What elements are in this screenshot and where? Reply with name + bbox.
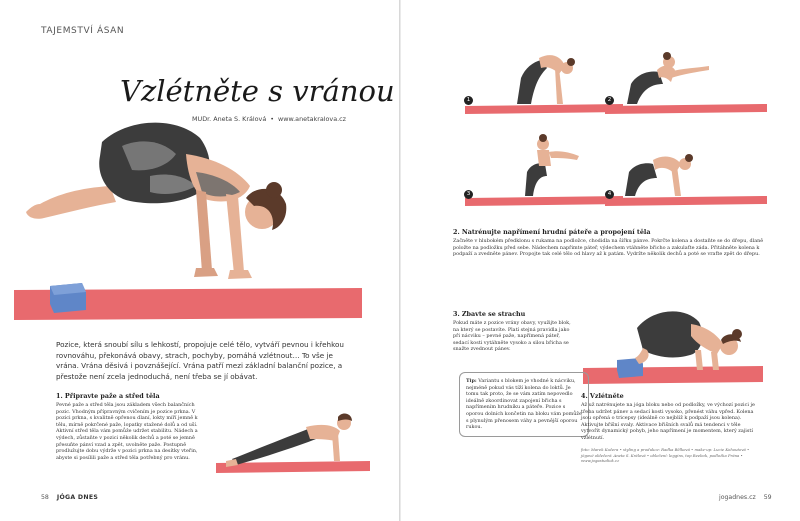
- step-2-heading: 2. Natrénujte napřímení hrudní páteře a propojení těla: [453, 228, 651, 236]
- page-number-left: 58: [41, 494, 49, 501]
- hero-crow-pose-photo: [0, 120, 368, 330]
- left-footer: [41, 494, 98, 501]
- step-2-text: Začněte v hlubokém předklonu s rukama na podložce, chodidla na šířku pánve. Pokrčte kolena a dostaňte se do dřepu, dlaně položte na podložku před sebe. Nádechem napřimte páteř, výdechem vtáhněte břicho a zakulaťte záda. Přitáhněte kolena k podpaží a zvedněte pánev. Propojte tak celé tělo od hlavy až k patám. Vydržte několik dechů a poté se vraťte zpět do dřepu.: [453, 238, 764, 258]
- author-name: MUDr. Aneta S. Králová: [192, 115, 267, 123]
- yoga-block: [50, 283, 86, 313]
- intro-paragraph: Pozice, která snoubí sílu s lehkostí, propojuje celé tělo, vytváří pevnou i křehkou rovnováhu, překonává obavy, strach, pochyby, pomáhá vzlétnout… To vše je vrána. Vrána děsivá i povznášející. Vrána patří mezi základní balanční pozice, a přestože není zcela jednoduchá, není třeba se jí obávat.: [56, 340, 344, 381]
- step-3: [453, 310, 571, 353]
- figure-number-1: 1: [464, 96, 473, 105]
- step-3-text: Pokud máte z pozice vrány obavy, využijte blok, na který se postavíte. Platí stejná pravidla jako při nácviku – pevné paže, napřímená páteř, sedací kosti vytáhněte vysoko a silou břicha se snažte zvednout pánev.: [453, 320, 571, 353]
- crow-on-block-photo: [577, 290, 767, 390]
- crow-pose-figure: [26, 123, 286, 279]
- yoga-mat: [605, 104, 767, 114]
- byline: [192, 115, 346, 123]
- magazine-brand: JÓGA DNES: [56, 494, 99, 501]
- step-2: [453, 228, 765, 258]
- figure-number-2: 2: [605, 96, 614, 105]
- step-3-heading: 3. Zbavte se strachu: [453, 310, 526, 318]
- plank-pose-photo: [212, 395, 372, 475]
- tip-box: [459, 372, 589, 437]
- page-number-right: 59: [763, 494, 772, 501]
- tip-label: Tip:: [466, 378, 477, 384]
- left-page: [0, 0, 399, 521]
- yoga-mat: [605, 196, 767, 206]
- article-title: Vzlétněte s vránou: [120, 74, 395, 108]
- author-website-link[interactable]: www.anetakralova.cz: [278, 115, 347, 123]
- photo-credits: foto: Marek Kučera • styling a produkce: Radka Bělková • make-up: Lucie Kohoutová • jógové oblečení: Aneta S. Králová • oblečení: leggins, top Reebok, podložka Prána • www.jogastudiok.cz: [581, 447, 750, 464]
- figure-number-4: 4: [605, 190, 614, 199]
- step-4-heading: 4. Vzlétněte: [581, 392, 624, 400]
- tip-content: [466, 378, 582, 431]
- step-4-text: Až už natrénujete na jóga bloku nebo od podložky, ve výchozí pozici je třeba udržet pánev a sedací kosti vysoko, přenést váhu vpřed. Kolena jsou opřená o tricepsy (ideálně co nejblíž k podpaží jsou kolena). Aktivujte břišní svaly. Aktivace břišních svalů má tendenci v těle vytvořit dynamický pohyb, jeho napřímení je momentem, který zajistí vzlétnutí.: [581, 402, 755, 441]
- step-1-heading: 1. Připravte paže a střed těla: [56, 392, 160, 400]
- yoga-mat: [583, 366, 763, 384]
- separator-dot: •: [270, 115, 275, 123]
- figure-number-3: 3: [464, 190, 473, 199]
- tip-text: Variantu s blokem je vhodné k nácviku, nejméně pokud vás tíží kolena do loktů. Je tomu tak proto, že se vám zatím nepovedlo ideálně zkoordinovat zapojení břicha s napřímením hrudníku a páteře. Pozice s oporou dolních končetin na bloku vám pomůže s plynulým přenosem váhy a pevnější oporou rukou.: [466, 378, 582, 431]
- step-photo-4: [597, 130, 777, 210]
- magazine-website-link[interactable]: jogadnes.cz: [719, 494, 756, 501]
- right-page: [401, 0, 800, 521]
- step-4: [581, 392, 761, 442]
- step-1-text: Pevné paže a střed těla jsou základem všech balančních pozic. Vhodným přípravným cvičením je pozice prkna. V pozici prkna, s kvalitně opřenou dlaní, lokty míří jemně k tělu, mírně pokrčené paže, lopatky stažené dolů a od uší. Aktivní střed těla vám pomůže udržet stabilitu. Nádech a výdech, zůstaňte v pozici několik dechů a poté se jemně přesuňte pánví vzad a zpět, uvolněte paže. Postupně prodlužujte dobu výdrže v pozici prkna na desítky vteřin, abyste si posílili paže a střed těla potřebný pro vránu.: [56, 402, 198, 461]
- section-label: TAJEMSTVÍ ÁSAN: [41, 26, 125, 36]
- step-1: [56, 392, 204, 461]
- step-photo-2: [597, 38, 777, 118]
- right-footer: [719, 494, 772, 501]
